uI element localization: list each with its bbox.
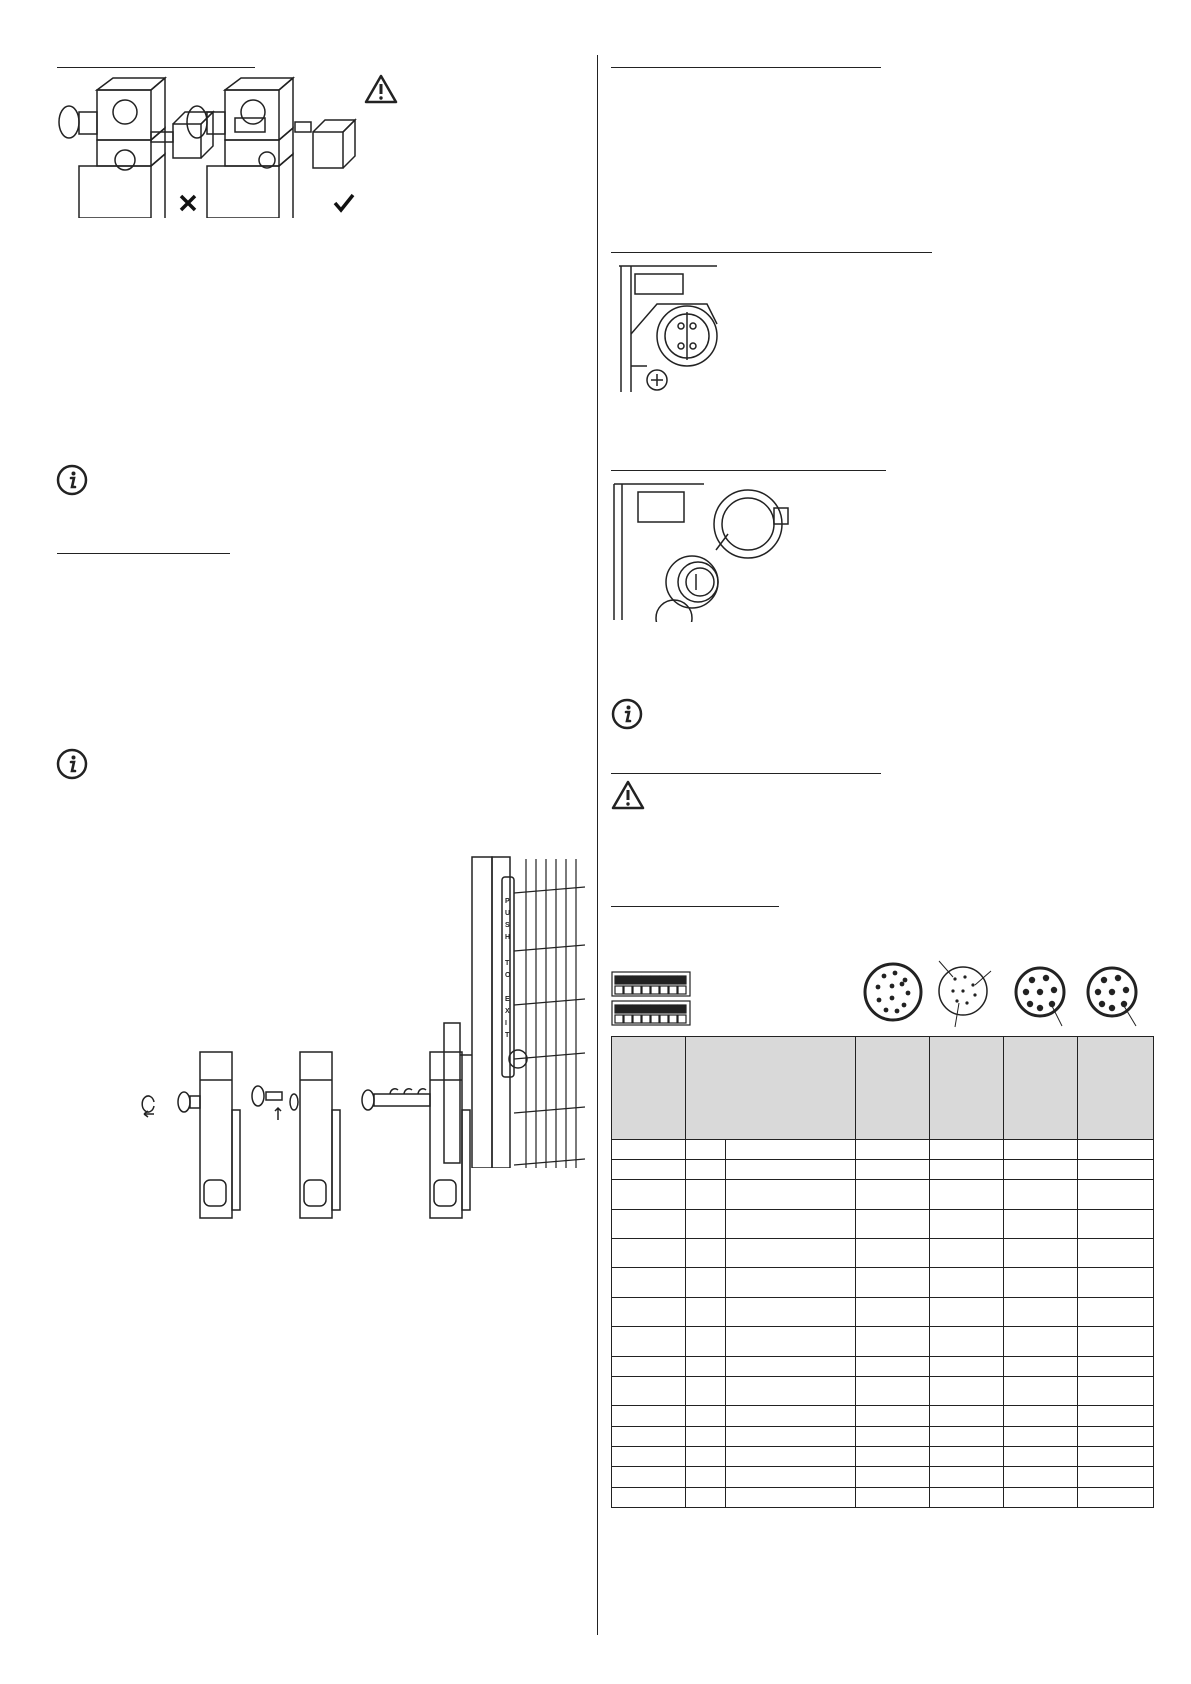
svg-text:O: O (505, 972, 511, 979)
table-row (612, 1356, 1154, 1376)
switch-actuator-figure (55, 72, 365, 218)
table-row (612, 1487, 1154, 1507)
warning-triangle-icon (611, 780, 645, 810)
table-header-row (612, 1037, 1154, 1140)
svg-text:H: H (505, 934, 511, 941)
table-row (612, 1377, 1154, 1406)
table-row (612, 1467, 1154, 1487)
header-cell (930, 1037, 1004, 1140)
section-rule-6 (611, 773, 881, 774)
pin-assignment-table (611, 1036, 1154, 1508)
svg-text:P: P (505, 898, 510, 905)
section-rule-4 (611, 252, 932, 253)
svg-text:T: T (505, 1032, 510, 1039)
cross-icon (179, 194, 197, 212)
section-rule-7 (611, 906, 779, 907)
terminal-block-figure (611, 971, 691, 1027)
table-row (612, 1139, 1154, 1159)
section-rule-5 (611, 470, 886, 471)
info-circle-icon (611, 698, 643, 730)
table-row (612, 1406, 1154, 1426)
table-row (612, 1426, 1154, 1446)
switch-unit-right (187, 78, 355, 218)
svg-text:S: S (505, 922, 510, 929)
table-row (612, 1159, 1154, 1179)
header-cell (856, 1037, 930, 1140)
table-row (612, 1180, 1154, 1209)
table-row (612, 1327, 1154, 1356)
header-cell (1004, 1037, 1078, 1140)
header-cell (612, 1037, 686, 1140)
info-circle-icon (56, 464, 88, 496)
table-row (612, 1297, 1154, 1326)
warning-triangle-icon (364, 74, 398, 104)
svg-text:I: I (505, 1020, 507, 1027)
info-circle-icon (56, 748, 88, 780)
check-icon (333, 193, 355, 213)
connector-figure (617, 264, 719, 394)
dust-cap-figure (612, 482, 792, 622)
header-cell (1078, 1037, 1154, 1140)
table-row (612, 1447, 1154, 1467)
connector-12pin-diagram (862, 960, 924, 1024)
header-cell (686, 1037, 856, 1140)
section-rule-2 (57, 553, 230, 554)
svg-text:T: T (505, 960, 510, 967)
connector-8pin-diagram-a (1012, 962, 1072, 1030)
device-assembly-steps-figure (140, 1050, 510, 1220)
section-rule-3 (611, 67, 881, 68)
svg-text:X: X (505, 1008, 510, 1015)
column-divider (597, 55, 598, 1635)
svg-text:U: U (505, 910, 511, 917)
svg-text:E: E (505, 996, 510, 1003)
table-row (612, 1209, 1154, 1238)
connector-8pin-diagram-b (1084, 962, 1146, 1030)
connector-pin-diagram-2 (935, 957, 995, 1029)
section-rule-1 (57, 67, 255, 68)
table-row (612, 1238, 1154, 1267)
table-row (612, 1268, 1154, 1297)
